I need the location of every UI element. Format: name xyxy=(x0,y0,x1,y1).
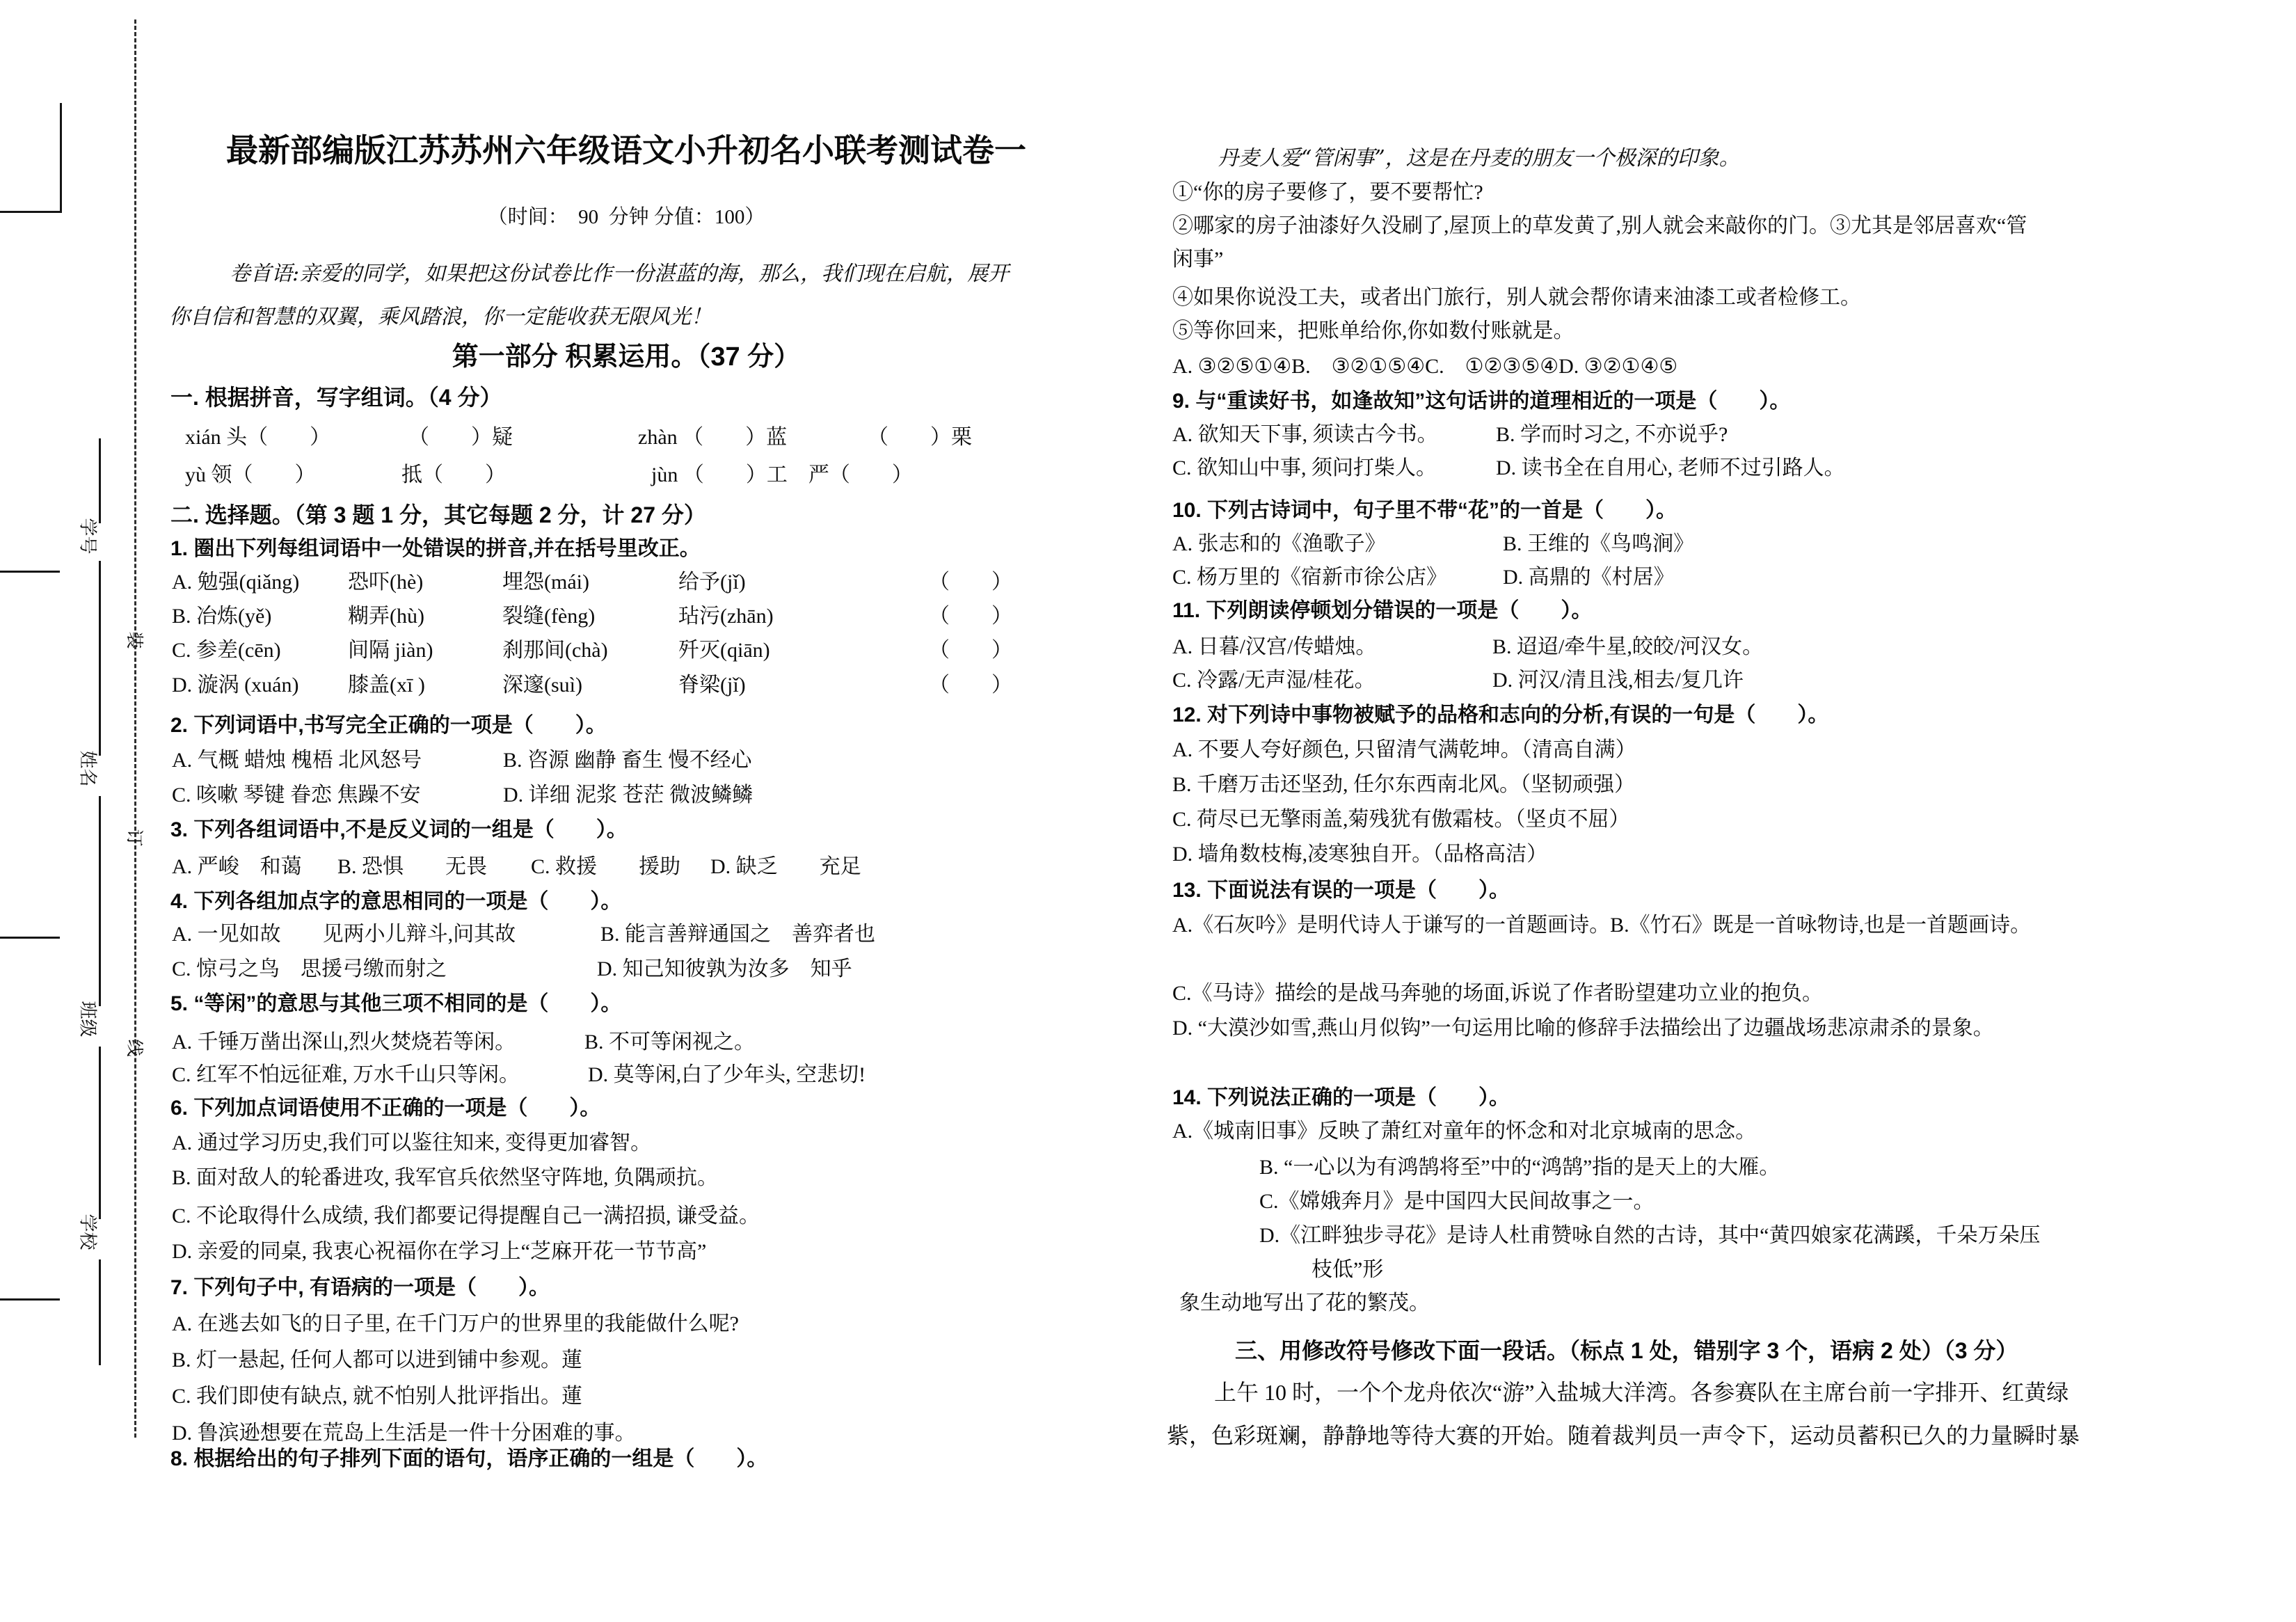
q1-option-d-2: 膝盖(xī ) xyxy=(348,674,425,697)
q1-option-c-1: C. 参差(cēn) xyxy=(172,639,281,662)
q2-option-c: C. 咳嗽 琴键 眷恋 焦躁不安 xyxy=(172,784,421,806)
q10-stem: 10. 下列古诗词中，句子里不带“花”的一首是（ ）。 xyxy=(1172,499,1677,522)
q1-option-a-1: A. 勉强(qiǎng) xyxy=(172,571,300,594)
q6-option-a: A. 通过学习历史,我们可以鉴往知来, 变得更加睿智。 xyxy=(172,1131,652,1154)
q1-option-c-3: 刹那间(chà) xyxy=(502,639,608,662)
page-title: 最新部编版江苏苏州六年级语文小升初名小联考测试卷一 xyxy=(226,132,1026,168)
q5-option-b: B. 不可等闲视之。 xyxy=(584,1031,756,1053)
part1-header: 第一部分 积累运用。（37 分） xyxy=(452,342,801,372)
q13-option-ab: A.《石灰吟》是明代诗人于谦写的一首题画诗。B.《竹石》既是一首咏物诗,也是一首题画诗。 xyxy=(1172,914,2032,937)
section3-header: 三、用修改符号修改下面一段话。（标点 1 处，错别字 3 个，语病 2 处）（3 分） xyxy=(1235,1338,2018,1363)
class-blank-line xyxy=(99,796,101,1006)
time-score-subtitle: （时间： 90 分钟 分值：100） xyxy=(487,206,765,228)
student-no-blank-line xyxy=(99,438,101,523)
q14-option-d: D.《江畔独步寻花》是诗人杜甫赞咏自然的古诗，其中“黄四娘家花满蹊，千朵万朵压 xyxy=(1259,1224,2041,1247)
q14-option-a: A.《城南旧事》反映了萧红对童年的怀念和对北京城南的思念。 xyxy=(1172,1120,1757,1143)
q3-option-c: C. 救援 援助 xyxy=(531,855,681,878)
q2-stem: 2. 下列词语中,书写完全正确的一项是（ ）。 xyxy=(170,714,607,737)
q12-option-c: C. 荷尽已无擎雨盖,菊残犹有傲霜枝。（坚贞不屈） xyxy=(1172,808,1630,831)
q11-stem: 11. 下列朗读停顿划分错误的一项是（ ）。 xyxy=(1172,599,1593,622)
margin-corner-line xyxy=(60,103,62,213)
q3-option-a: A. 严峻 和蔼 xyxy=(172,855,302,878)
q6-option-d: D. 亲爱的同桌, 我衷心祝福你在学习上“芝麻开花一节节高” xyxy=(172,1240,707,1263)
q4-option-c: C. 惊弓之鸟 思援弓缴而射之 xyxy=(172,957,447,980)
q14-option-b: B. “一心以为有鸿鹄将至”中的“鸿鹄”指的是天上的大雁。 xyxy=(1259,1156,1780,1179)
q9-option-a: A. 欲知天下事, 须读古今书。 xyxy=(1172,423,1438,446)
q1-option-b-3: 裂缝(fèng) xyxy=(502,605,596,628)
q6-option-b: B. 面对敌人的轮番进攻, 我军官兵依然坚守阵地, 负隅顽抗。 xyxy=(172,1166,719,1189)
q13-stem: 13. 下面说法有误的一项是（ ）。 xyxy=(1172,879,1510,902)
preface-line-2: 你自信和智慧的双翼，乘风踏浪，你一定能收获无限风光！ xyxy=(169,305,712,329)
q3-stem: 3. 下列各组词语中,不是反义词的一组是（ ）。 xyxy=(170,818,628,841)
q4-stem: 4. 下列各组加点字的意思相同的一项是（ ）。 xyxy=(170,890,622,913)
q12-stem: 12. 对下列诗中事物被赋予的品格和志向的分析,有误的一句是（ ）。 xyxy=(1172,703,1829,726)
section1-header: 一. 根据拼音，写字组词。（4 分） xyxy=(170,385,502,410)
q11-option-a: A. 日暮/汉宫/传蜡烛。 xyxy=(1172,635,1377,658)
q13-option-c: C.《马诗》描绘的是战马奔驰的场面,诉说了作者盼望建功立业的抱负。 xyxy=(1172,982,1824,1005)
q11-option-b: B. 迢迢/牵牛星,皎皎/河汉女。 xyxy=(1492,635,1764,658)
q14-option-c: C.《嫦娥奔月》是中国四大民间故事之一。 xyxy=(1259,1190,1655,1213)
binding-char-xian: 线 xyxy=(125,1039,143,1057)
q7-option-d: D. 鲁滨逊想要在荒岛上生活是一件十分困难的事。 xyxy=(172,1422,636,1445)
q2-option-a: A. 气概 蜡烛 槐梧 北风怒号 xyxy=(172,749,422,772)
q1-answer-blank: （ ） xyxy=(929,674,1012,697)
margin-tick xyxy=(0,937,60,939)
binding-char-ding: 订 xyxy=(125,829,143,847)
q1-stem: 1. 圈出下列每组词语中一处错误的拼音,并在括号里改正。 xyxy=(170,537,701,560)
q1-option-c-4: 歼灭(qiān) xyxy=(678,639,770,662)
q1-option-c-2: 间隔 jiàn) xyxy=(348,639,433,662)
q7-stem: 7. 下列句子中, 有语病的一项是（ ）。 xyxy=(170,1276,550,1299)
q8-options: A. ③②⑤①④B. ③②①⑤④C. ①②③⑤④D. ③②①④⑤ xyxy=(1172,355,1678,378)
q8-sentence-5: ⑤等你回来，把账单给你,你如数付账就是。 xyxy=(1172,319,1574,342)
q8-sentence-2: ②哪家的房子油漆好久没刷了,屋顶上的草发黄了,别人就会来敲你的门。③尤其是邻居喜欢“管 xyxy=(1172,214,2027,237)
q2-option-d: D. 详细 泥浆 苍茫 微波鳞鳞 xyxy=(503,784,754,806)
q2-option-b: B. 咨源 幽静 畜生 慢不经心 xyxy=(503,749,752,772)
q8-sentence-4: ④如果你说没工夫，或者出门旅行，别人就会帮你请来油漆工或者检修工。 xyxy=(1172,286,1861,309)
q11-option-d: D. 河汉/清且浅,相去/复几许 xyxy=(1492,669,1744,692)
q1-option-d-4: 脊梁(jǐ) xyxy=(678,674,746,697)
q1-option-b-2: 糊弄(hù) xyxy=(348,605,424,628)
q9-stem: 9. 与“重读好书，如逢故知”这句话讲的道理相近的一项是（ ）。 xyxy=(1172,390,1791,413)
q1-answer-blank: （ ） xyxy=(929,639,1012,662)
q3-option-d: D. 缺乏 充足 xyxy=(710,855,861,878)
binding-dashed-line xyxy=(134,19,136,1438)
preface-line-1: 卷首语:亲爱的同学，如果把这份试卷比作一份湛蓝的海，那么，我们现在启航，展开 xyxy=(230,262,1010,286)
q14-option-d-wrap-2: 象生动地写出了花的繁茂。 xyxy=(1179,1291,1430,1314)
q12-option-b: B. 千磨万击还坚劲, 任尔东西南北风。（坚韧顽强） xyxy=(1172,773,1636,796)
q1-option-a-3: 埋怨(mái) xyxy=(502,571,589,594)
pinyin-item: xián 头（ ） xyxy=(185,426,331,449)
q10-option-a: A. 张志和的《渔歌子》 xyxy=(1172,532,1386,555)
edit-passage-line-1: 上午 10 时，一个个龙舟依次“游”入盐城大洋湾。各参赛队在主席台前一字排开、红黄绿 xyxy=(1214,1380,2069,1405)
q14-option-d-wrap: 枝低”形 xyxy=(1312,1258,1384,1281)
q10-option-d: D. 高鼎的《村居》 xyxy=(1503,566,1675,589)
q1-option-d-1: D. 漩涡 (xuán) xyxy=(172,674,299,697)
q6-option-c: C. 不论取得什么成绩, 我们都要记得提醒自己一满招损, 谦受益。 xyxy=(172,1204,760,1227)
q11-option-c: C. 冷露/无声湿/桂花。 xyxy=(1172,669,1376,692)
q10-option-c: C. 杨万里的《宿新市徐公店》 xyxy=(1172,566,1448,589)
q10-option-b: B. 王维的《鸟鸣涧》 xyxy=(1503,532,1695,555)
q5-option-d: D. 莫等闲,白了少年头, 空悲切! xyxy=(588,1063,866,1086)
q7-option-c: C. 我们即使有缺点, 就不怕别人批评指出。蓮 xyxy=(172,1385,583,1408)
binding-char-zhuang: 装 xyxy=(125,631,143,649)
q5-option-a: A. 千锤万凿出深山,烈火焚烧若等闲。 xyxy=(172,1031,516,1053)
q8-sentence-1: ①“你的房子要修了，要不要帮忙? xyxy=(1172,181,1483,204)
label-student-no: 学号 xyxy=(77,518,98,555)
margin-tick xyxy=(0,571,60,573)
q1-option-a-4: 给予(jǐ) xyxy=(678,571,746,594)
q12-option-a: A. 不要人夸好颜色, 只留清气满乾坤。（清高自满） xyxy=(1172,738,1636,761)
q14-stem: 14. 下列说法正确的一项是（ ）。 xyxy=(1172,1086,1510,1109)
q1-option-a-2: 恐吓(hè) xyxy=(348,571,424,594)
q13-option-d: D. “大漠沙如雪,燕山月似钩”一句运用比喻的修辞手法描绘出了边疆战场悲凉肃杀的景象。 xyxy=(1172,1017,1994,1040)
q1-option-d-3: 深邃(suì) xyxy=(502,674,582,697)
edit-passage-line-2: 紫，色彩斑斓，静静地等待大赛的开始。随着裁判员一声令下，运动员蓄积已久的力量瞬时暴 xyxy=(1167,1423,2080,1448)
q1-option-b-1: B. 冶炼(yě) xyxy=(172,605,272,628)
q8-sentence-2-wrap: 闲事” xyxy=(1172,248,1224,271)
school-blank-line xyxy=(99,1047,101,1219)
pinyin-item: jùn （ ）工 严（ ） xyxy=(651,463,913,486)
q1-answer-blank: （ ） xyxy=(929,571,1012,594)
pinyin-item: zhàn （ ）蓝 xyxy=(638,426,788,449)
label-name: 姓名 xyxy=(77,750,98,787)
q12-option-d: D. 墙角数枝梅,凌寒独自开。（品格高洁） xyxy=(1172,843,1548,866)
q8-passage-intro: 丹麦人爱“管闲事”，这是在丹麦的朋友一个极深的印象。 xyxy=(1218,146,1740,170)
margin-blank-line xyxy=(99,1259,101,1365)
q5-stem: 5. “等闲”的意思与其他三项不相同的是（ ）。 xyxy=(170,992,622,1015)
q4-option-a: A. 一见如故 见两小儿辩斗,问其故 xyxy=(172,923,516,946)
q1-answer-blank: （ ） xyxy=(929,605,1012,628)
margin-tick xyxy=(0,1298,60,1301)
q4-option-b: B. 能言善辩通国之 善弈者也 xyxy=(600,923,876,946)
q6-stem: 6. 下列加点词语使用不正确的一项是（ ）。 xyxy=(170,1097,601,1120)
q1-option-b-4: 玷污(zhān) xyxy=(678,605,774,628)
pinyin-item: 抵（ ） xyxy=(401,463,506,486)
name-blank-line xyxy=(99,561,101,756)
q9-option-d: D. 读书全在自用心, 老师不过引路人。 xyxy=(1496,456,1845,479)
pinyin-item: （ ）疑 xyxy=(408,426,513,449)
section2-header: 二. 选择题。（第 3 题 1 分，其它每题 2 分，计 27 分） xyxy=(170,502,706,527)
label-school: 学校 xyxy=(77,1214,98,1250)
label-class: 班级 xyxy=(77,1001,98,1037)
pinyin-item: yù 领（ ） xyxy=(185,463,316,486)
q3-option-b: B. 恐惧 无畏 xyxy=(337,855,488,878)
q9-option-b: B. 学而时习之, 不亦说乎? xyxy=(1496,423,1728,446)
q9-option-c: C. 欲知山中事, 须问打柴人。 xyxy=(1172,456,1437,479)
q8-stem: 8. 根据给出的句子排列下面的语句，语序正确的一组是（ ）。 xyxy=(170,1447,768,1470)
q5-option-c: C. 红军不怕远征难, 万水千山只等闲。 xyxy=(172,1063,520,1086)
q7-option-b: B. 灯一悬起, 任何人都可以进到铺中参观。蓮 xyxy=(172,1349,583,1371)
margin-tick xyxy=(0,211,60,213)
q4-option-d: D. 知己知彼孰为汝多 知乎 xyxy=(597,957,852,980)
pinyin-item: （ ）栗 xyxy=(868,426,972,449)
q7-option-a: A. 在逃去如飞的日子里, 在千门万户的世界里的我能做什么呢? xyxy=(172,1312,739,1335)
